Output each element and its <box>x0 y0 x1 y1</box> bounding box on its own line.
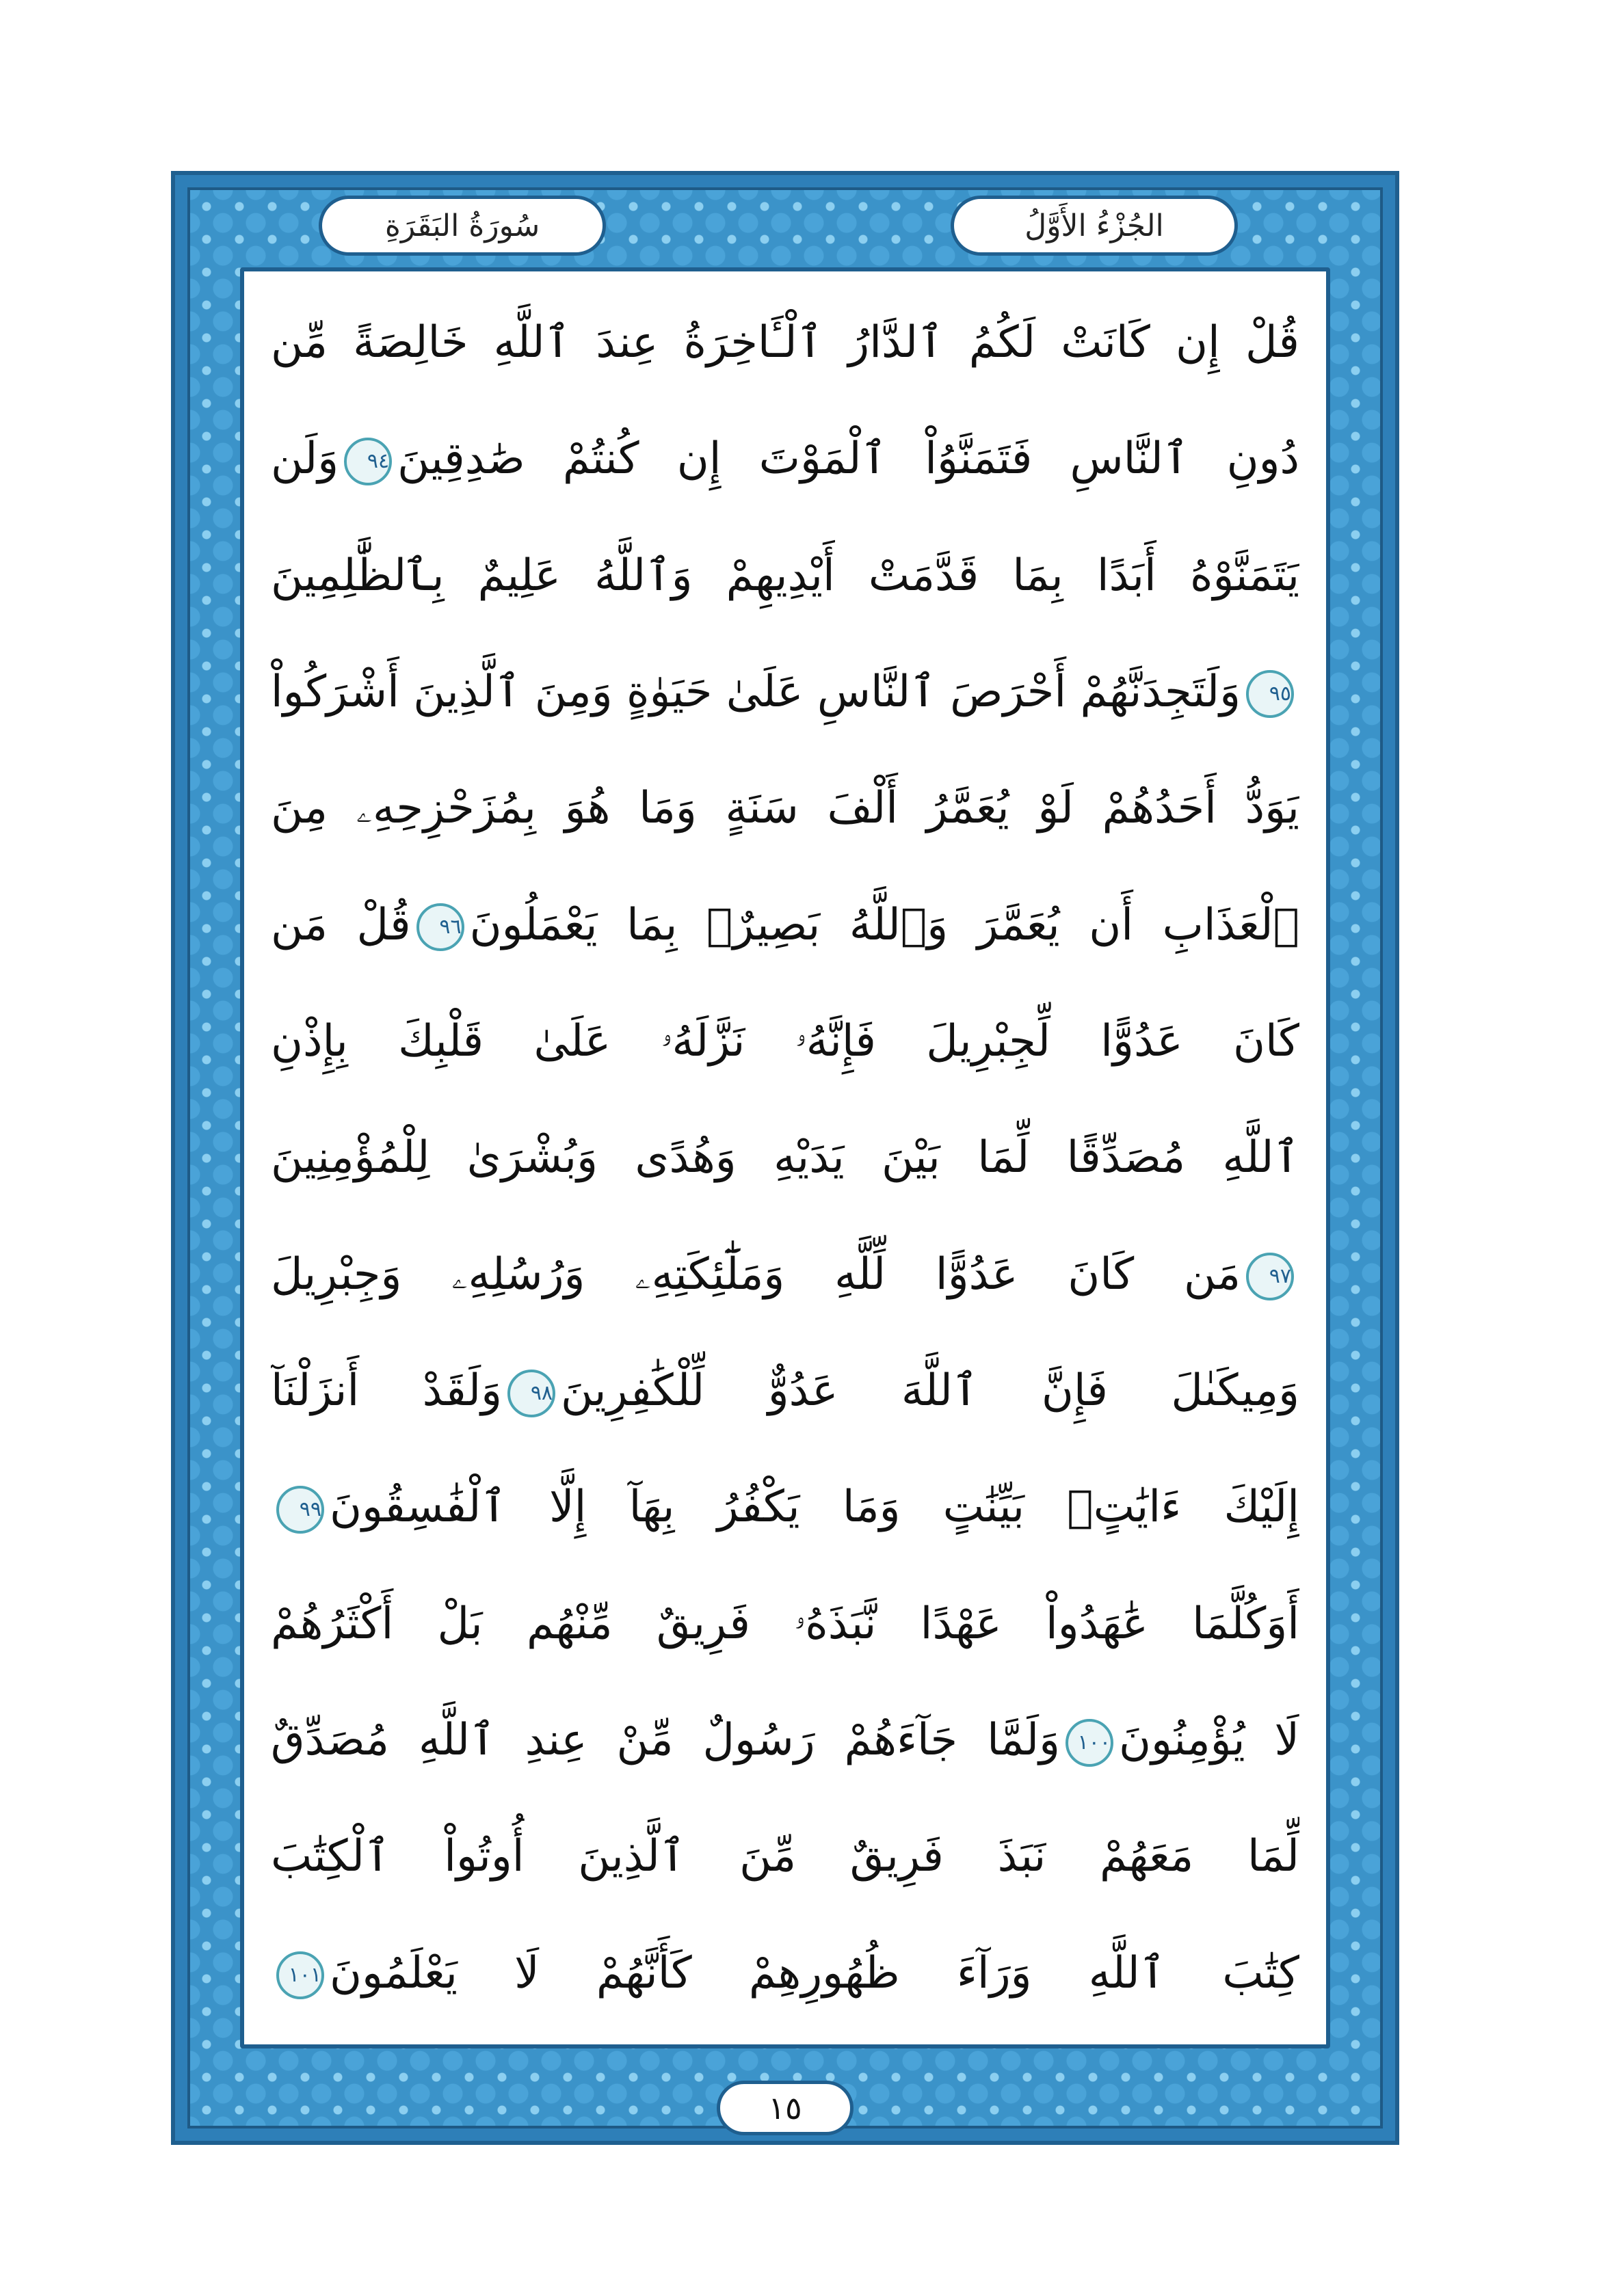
ayah-number-marker: ٩٩ <box>276 1486 324 1534</box>
verse-lines <box>271 291 1299 2025</box>
verse-text: لِّمَا مَعَهُمْ نَبَذَ فَرِيقٌ مِّنَ ٱلَّذِينَ أُوتُواْ ٱلْكِتَٰبَ <box>271 1831 1299 1882</box>
verse-line <box>271 1456 1299 1558</box>
verse-text: قُلْ إِن كَانَتْ لَكُمُ ٱلدَّارُ ٱلْـَٔاخِرَةُ عِندَ ٱللَّهِ خَالِصَةً مِّن <box>271 317 1299 368</box>
ayah-number-marker: ٩٥ <box>1246 670 1294 718</box>
verse-line <box>271 1689 1299 1791</box>
juz-name: الجُزْءُ الأَوَّلُ <box>1024 208 1164 243</box>
verse-text: يَتَمَنَّوْهُ أَبَدًا بِمَا قَدَّمَتْ أَيْدِيهِمْ وَٱللَّهُ عَلِيمٌ بِٱلظَّٰلِمِينَ <box>271 550 1299 601</box>
verse-text: مَن كَانَ عَدُوًّا لِّلَّهِ وَمَلَٰٓئِكَتِهِۦ وَرُسُلِهِۦ وَجِبْرِيلَ <box>271 1249 1241 1300</box>
ayah-number-marker: ٩٨ <box>507 1370 555 1417</box>
surah-name-cartouche <box>319 196 606 256</box>
verse-text: كَانَ عَدُوًّا لِّجِبْرِيلَ فَإِنَّهُۥ نَزَّلَهُۥ عَلَىٰ قَلْبِكَ بِإِذْنِ <box>271 1016 1299 1067</box>
verse-text: وَمِيكَىٰلَ فَإِنَّ ٱللَّهَ عَدُوٌّ لِّلْكَٰفِرِينَ <box>561 1365 1299 1417</box>
verse-text: لَا يُؤْمِنُونَ <box>1119 1715 1299 1766</box>
verse-line <box>271 1805 1299 1908</box>
ayah-number-marker: ١٠١ <box>276 1951 324 1999</box>
verse-line <box>271 1922 1299 2025</box>
verse-text: وَلَقَدْ أَنزَلْنَآ <box>271 1365 503 1417</box>
verse-text: ٱللَّهِ مُصَدِّقًا لِّمَا بَيْنَ يَدَيْهِ وَهُدًى وَبُشْرَىٰ لِلْمُؤْمِنِينَ <box>271 1132 1299 1184</box>
verse-line <box>271 757 1299 859</box>
ayah-number-marker: ٩٧ <box>1246 1253 1294 1300</box>
verse-line <box>271 291 1299 394</box>
verse-text: دُونِ ٱلنَّاسِ فَتَمَنَّوُاْ ٱلْمَوْتَ إِن كُنتُمْ صَٰدِقِينَ <box>397 433 1299 485</box>
verse-text: كِتَٰبَ ٱللَّهِ وَرَآءَ ظُهُورِهِمْ كَأَنَّهُمْ لَا يَعْلَمُونَ <box>330 1947 1299 1999</box>
verse-line <box>271 1339 1299 1442</box>
verse-text: ٱلْعَذَابِ أَن يُعَمَّرَ وَٱللَّهُ بَصِيرٌۢ بِمَا يَعْمَلُونَ <box>469 899 1299 950</box>
verse-text: يَوَدُّ أَحَدُهُمْ لَوْ يُعَمَّرُ أَلْفَ سَنَةٍ وَمَا هُوَ بِمُزَحْزِحِهِۦ مِنَ <box>271 783 1299 834</box>
ayah-number-marker: ١٠٠ <box>1066 1719 1113 1767</box>
verse-line <box>271 1573 1299 1675</box>
ayah-number-marker: ٩٤ <box>344 438 392 485</box>
page-frame <box>171 171 1399 2145</box>
verse-text: وَلَن <box>271 433 339 485</box>
verse-line <box>271 524 1299 627</box>
verse-text: قُلْ مَن <box>271 899 411 950</box>
verse-line <box>271 874 1299 976</box>
verse-text: إِلَيْكَ ءَايَٰتٍۭ بَيِّنَٰتٍ وَمَا يَكْفُرُ بِهَآ إِلَّا ٱلْفَٰسِقُونَ <box>330 1482 1299 1533</box>
ayah-number-marker: ٩٦ <box>416 903 464 951</box>
verse-line <box>271 990 1299 1093</box>
surah-name: سُورَةُ البَقَرَةِ <box>384 208 540 243</box>
verse-text: وَلَمَّا جَآءَهُمْ رَسُولٌ مِّنْ عِندِ ٱللَّهِ مُصَدِّقٌ <box>271 1715 1060 1766</box>
verse-line <box>271 641 1299 743</box>
juz-name-cartouche <box>951 196 1238 256</box>
verse-text: أَوَكُلَّمَا عَٰهَدُواْ عَهْدًا نَّبَذَهُۥ فَرِيقٌ مِّنْهُم بَلْ أَكْثَرُهُمْ <box>271 1598 1299 1649</box>
verse-line <box>271 1106 1299 1209</box>
page-number: ١٥ <box>768 2090 802 2126</box>
verse-line <box>271 408 1299 510</box>
verse-line <box>271 1223 1299 1326</box>
page-number-cartouche <box>717 2081 854 2135</box>
verse-text: وَلَتَجِدَنَّهُمْ أَحْرَصَ ٱلنَّاسِ عَلَىٰ حَيَوٰةٍ وَمِنَ ٱلَّذِينَ أَشْرَكُواْ <box>271 667 1241 718</box>
